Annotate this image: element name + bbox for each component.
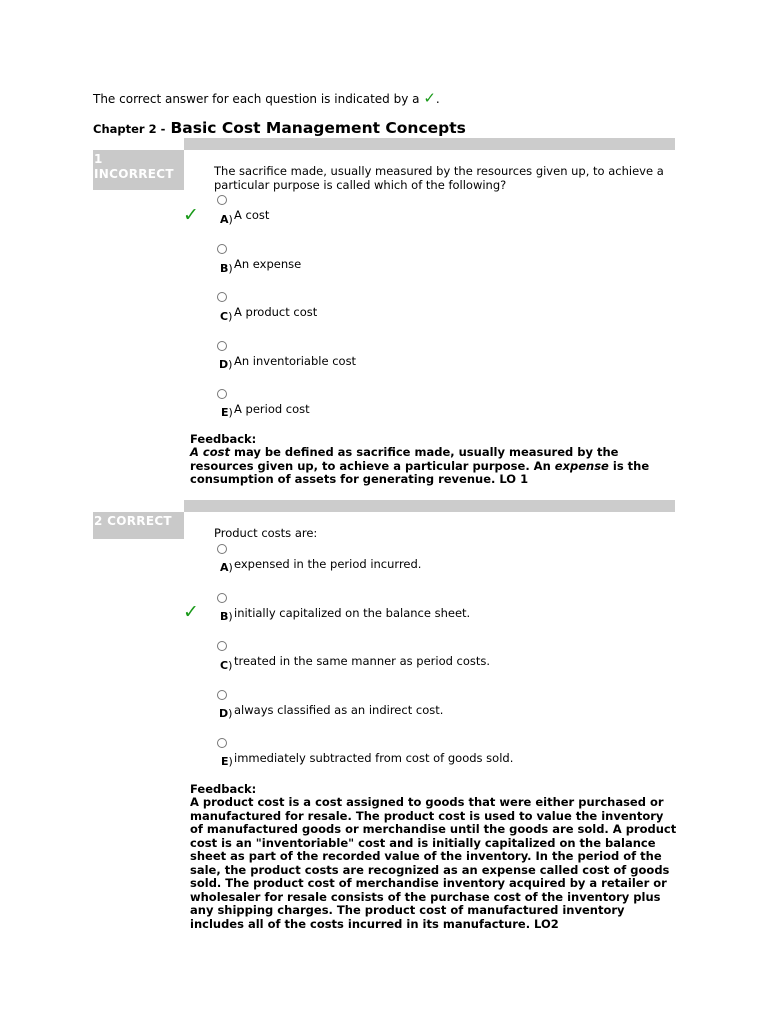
check-icon: ✓ [423,89,436,107]
question-1-option-a-label[interactable]: A cost [234,208,270,222]
question-1-option-d-label[interactable]: An inventoriable cost [234,354,357,368]
chapter-heading [93,118,466,137]
question-2-option-a-radio[interactable] [217,544,227,554]
question-2-option-a-label[interactable]: expensed in the period incurred. [234,557,422,571]
question-1-option-e-label[interactable]: A period cost [234,402,310,416]
question-1-option-b-label[interactable]: An expense [234,257,302,271]
option-letter: B) [220,610,233,623]
option-letter: D) [219,707,233,720]
option-letter: C) [220,659,233,672]
option-letter: D) [219,358,233,371]
intro-line [93,89,440,107]
option-letter: C) [220,310,233,323]
option-letter: A) [220,213,233,226]
question-1-text: The sacrifice made, usually measured by the resources given up, to achieve a particular purpose is called which of the following? [214,164,664,192]
option-letter: A) [220,561,233,574]
question-2-option-c-label[interactable]: treated in the same manner as period costs. [234,654,491,668]
question-1-option-b-radio[interactable] [217,244,227,254]
question-1-number: 1 [94,152,103,166]
question-1-status: INCORRECT [94,167,174,181]
question-2-feedback-text: A product cost is a cost assigned to goods that were either purchased or manufactured for resale. The product cost is used to value the inventory of manufactured goods or merchandise until the goods are sold. A product cost is an "inventoriable" cost and is initially capitalized on the balance sheet as part of the recorded value of the inventory. In the period of the sale, the product costs are recognized as an expense called cost of goods sold. The product cost of merchandise inventory acquired by a retailer or wholesaler for resale consists of the purchase cost of the inventory plus any shipping charges. The product cost of manufactured inventory includes all of the costs incurred in its manufacture. LO2 [190,795,677,931]
question-2-status: CORRECT [107,514,172,528]
intro-text: The correct answer for each question is indicated by a [93,92,420,106]
question-2-option-e-label[interactable]: immediately subtracted from cost of goods sold. [234,751,514,765]
question-2-status-badge [93,512,184,539]
intro-end: . [435,92,440,106]
question-2-option-d-label[interactable]: always classified as an indirect cost. [234,703,444,717]
question-1-option-c-label[interactable]: A product cost [234,305,318,319]
option-letter: B) [220,262,233,275]
question-1-option-d-radio[interactable] [217,341,227,351]
option-letter: E) [221,755,233,768]
question-2-header-bar [184,500,675,512]
question-1-feedback-label: Feedback: [190,432,257,446]
question-1-header-bar [184,138,675,150]
question-1-option-e-radio[interactable] [217,389,227,399]
question-2-feedback-label: Feedback: [190,782,257,796]
question-1-status-badge [93,150,184,190]
option-letter: E) [221,406,233,419]
question-1-option-c-radio[interactable] [217,292,227,302]
question-2-number: 2 [94,514,103,528]
question-2-option-b-radio[interactable] [217,593,227,603]
question-2-option-e-radio[interactable] [217,738,227,748]
question-2-text: Product costs are: [214,526,318,540]
question-1-option-a-radio[interactable] [217,195,227,205]
question-2-option-b-label[interactable]: initially capitalized on the balance sheet. [234,606,471,620]
chapter-title: Basic Cost Management Concepts [170,119,466,137]
question-1-feedback-text: A cost may be defined as sacrifice made, usually measured by the resources given up, to achieve a particular purpose. An expense is the consumption of assets for generating revenue. LO 1 [190,445,650,486]
chapter-label: Chapter 2 - [93,122,166,136]
correct-answer-check-icon: ✓ [183,601,199,623]
question-2-option-c-radio[interactable] [217,641,227,651]
question-2-option-d-radio[interactable] [217,690,227,700]
correct-answer-check-icon: ✓ [183,204,199,226]
